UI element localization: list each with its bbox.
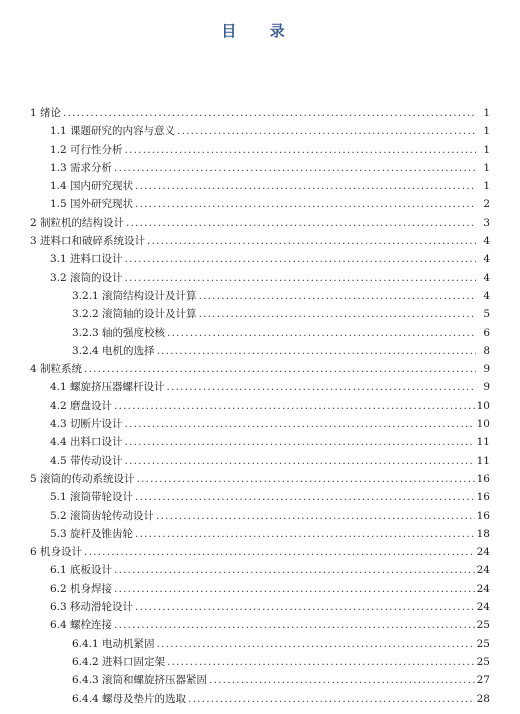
toc-entry [30,397,490,415]
toc-leader-dots [156,507,475,525]
toc-entry-label: 1.5 国外研究现状 [50,198,134,211]
toc-entry-label: 3.2 滚筒的设计 [50,271,123,284]
toc-entry-page: 3 [483,216,490,229]
toc-entry [30,452,490,470]
toc-entry-page: 11 [476,436,490,449]
toc-leader-dots [114,159,476,177]
toc-entry-label: 4.5 带传动设计 [50,454,123,467]
toc-entry [30,671,490,689]
toc-leader-dots [114,397,475,415]
toc-entry-label: 3.2.4 电机的选择 [72,344,155,357]
toc-entry [30,653,490,671]
toc-entry-page: 25 [476,655,490,668]
toc-leader-dots [84,543,475,561]
toc-entry-label: 5 滚筒的传动系统设计 [30,472,135,485]
toc-entry-page: 4 [483,235,490,248]
toc-entry-label: 6.4.3 滚筒和螺旋挤压器紧固 [72,674,208,687]
toc-leader-dots [125,415,475,433]
toc-entry [30,177,490,195]
toc-entry-label: 1.2 可行性分析 [50,143,123,156]
toc-leader-dots [125,269,476,287]
toc-entry-page: 4 [483,289,490,302]
toc-entry-label: 6.4.2 进料口固定架 [72,655,166,668]
toc-entry-page: 16 [476,472,490,485]
toc-entry [30,360,490,378]
toc-leader-dots [147,232,476,250]
toc-entry-label: 3.2.3 轴的强度校核 [72,326,166,339]
toc-entry-label: 3.1 进料口设计 [50,253,123,266]
toc-title: 目 录 [221,22,299,40]
toc-entry-label: 4.1 螺旋挤压器螺杆设计 [50,381,165,394]
toc-entry-label: 6.2 机身焊接 [50,582,113,595]
toc-entry-label: 4.4 出料口设计 [50,436,123,449]
toc-leader-dots [135,488,475,506]
toc-entry-label: 1.1 课题研究的内容与意义 [50,125,176,138]
toc-entry-label: 1.4 国内研究现状 [50,180,134,193]
toc-entry-page: 24 [476,564,490,577]
toc-leader-dots [114,561,475,579]
toc-entry-label: 6.3 移动滑轮设计 [50,601,134,614]
toc-leader-dots [135,598,475,616]
toc-entry-label: 1.3 需求分析 [50,161,113,174]
toc-entry-label: 6.1 底板设计 [50,564,113,577]
toc-leader-dots [114,580,475,598]
toc-entry-label: 6.4.1 电动机紧固 [72,637,155,650]
toc-entry [30,378,490,396]
toc-entry-page: 1 [483,125,490,138]
toc-entry-page: 24 [476,601,490,614]
toc-entry-page: 25 [476,619,490,632]
toc-leader-dots [188,690,475,708]
toc-list [30,104,490,708]
toc-entry [30,635,490,653]
toc-entry-label: 3.2.2 滚筒轴的设计及计算 [72,308,197,321]
toc-entry-page: 1 [483,143,490,156]
toc-entry-page: 27 [476,674,490,687]
toc-leader-dots [167,324,476,342]
toc-entry-page: 24 [476,546,490,559]
toc-entry [30,287,490,305]
toc-entry [30,269,490,287]
toc-entry-page: 16 [476,491,490,504]
toc-leader-dots [157,635,475,653]
toc-entry [30,122,490,140]
toc-entry-page: 1 [483,180,490,193]
toc-leader-dots [125,452,475,470]
toc-entry-page: 16 [476,509,490,522]
toc-entry-label: 1 绪论 [30,107,62,119]
toc-entry [30,324,490,342]
toc-entry-label: 6.4 螺栓连接 [50,619,113,632]
toc-entry-label: 4 制粒系统 [30,363,83,376]
toc-leader-dots [126,214,476,232]
toc-leader-dots [209,671,475,689]
toc-leader-dots [157,342,476,360]
toc-entry-page: 9 [483,363,490,376]
toc-entry [30,305,490,323]
toc-entry [30,104,490,122]
toc-entry-page: 18 [476,527,490,540]
toc-entry-label: 6.4.4 螺母及垫片的选取 [72,692,187,705]
toc-leader-dots [125,433,475,451]
toc-entry-page: 1 [483,161,490,174]
toc-entry [30,433,490,451]
toc-leader-dots [63,104,476,122]
toc-leader-dots [167,378,476,396]
toc-entry-page: 28 [476,692,490,705]
toc-entry-page: 4 [483,253,490,266]
toc-leader-dots [84,360,476,378]
toc-leader-dots [114,616,475,634]
toc-entry-label: 5.1 滚筒带轮设计 [50,491,134,504]
toc-entry [30,141,490,159]
toc-entry [30,214,490,232]
toc-entry-page: 6 [483,326,490,339]
toc-entry-page: 25 [476,637,490,650]
toc-entry-page: 4 [483,271,490,284]
toc-entry [30,195,490,213]
toc-leader-dots [135,177,476,195]
toc-leader-dots [135,525,475,543]
toc-entry [30,543,490,561]
toc-entry-page: 1 [483,107,490,119]
toc-entry-page: 9 [483,381,490,394]
toc-entry [30,488,490,506]
toc-entry [30,342,490,360]
toc-entry [30,415,490,433]
toc-entry-label: 4.2 磨盘设计 [50,399,113,412]
toc-entry-label: 3.2.1 滚筒结构设计及计算 [72,289,197,302]
toc-entry [30,598,490,616]
toc-entry-label: 3 进料口和破碎系统设计 [30,235,146,248]
toc-entry-label: 6 机身设计 [30,546,83,559]
toc-entry [30,159,490,177]
toc-entry-page: 8 [483,344,490,357]
toc-entry [30,232,490,250]
toc-entry [30,470,490,488]
toc-entry-page: 24 [476,582,490,595]
toc-leader-dots [125,250,476,268]
toc-entry [30,250,490,268]
toc-leader-dots [199,287,476,305]
toc-entry [30,690,490,708]
toc-entry-page: 5 [483,308,490,321]
toc-leader-dots [135,195,476,213]
toc-entry-page: 10 [476,399,490,412]
toc-leader-dots [125,141,476,159]
toc-entry-label: 2 制粒机的结构设计 [30,216,125,229]
toc-leader-dots [137,470,475,488]
toc-entry [30,525,490,543]
toc-entry-page: 11 [476,454,490,467]
toc-entry-page: 10 [476,418,490,431]
toc-entry [30,616,490,634]
toc-entry-label: 5.3 旋杆及锥齿轮 [50,527,134,540]
toc-entry-label: 4.3 切断片设计 [50,418,123,431]
toc-entry-page: 2 [483,198,490,211]
toc-leader-dots [177,122,476,140]
toc-entry [30,580,490,598]
toc-entry-label: 5.2 滚筒齿轮传动设计 [50,509,155,522]
toc-leader-dots [167,653,475,671]
toc-entry [30,561,490,579]
toc-entry [30,507,490,525]
toc-leader-dots [199,305,476,323]
